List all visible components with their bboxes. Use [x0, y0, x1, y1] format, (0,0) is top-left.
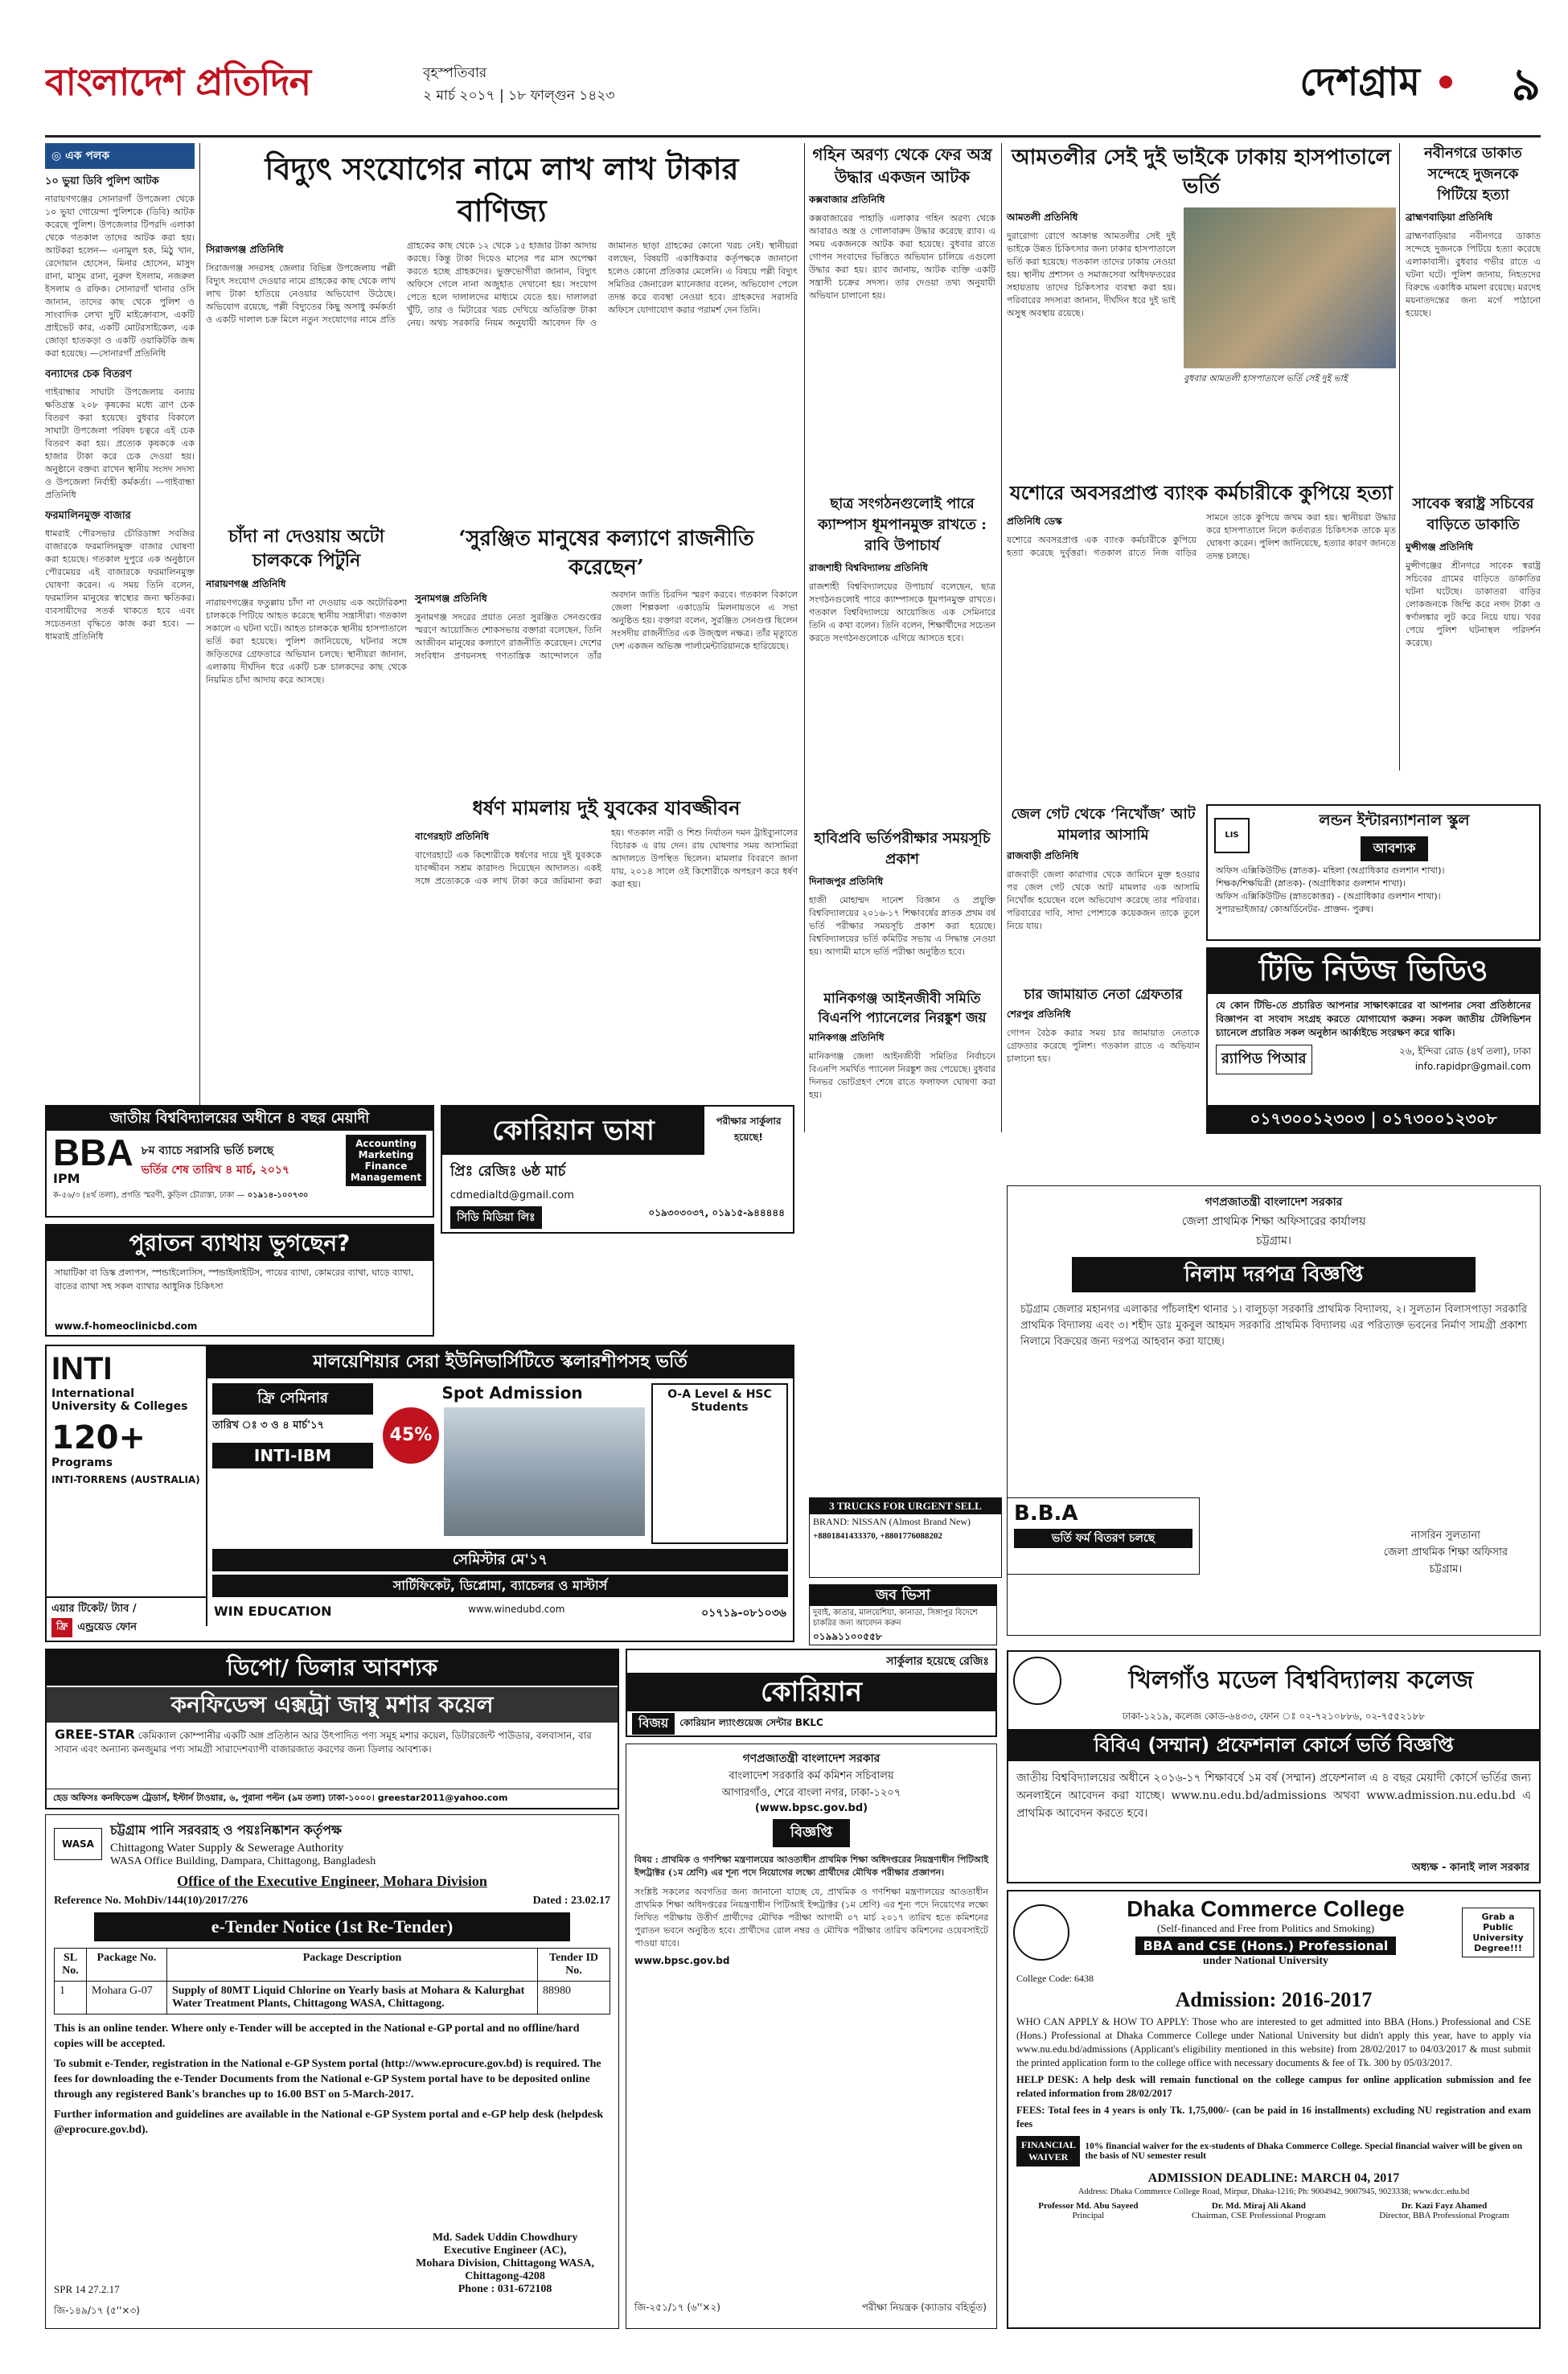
wasa-sign3: Mohara Division, Chittagong WASA,	[416, 2257, 594, 2269]
ad-bpsc-notice	[626, 1744, 997, 2329]
tv-body: যে কোন টিভি-তে প্রচারিত আপনার সাক্ষাৎকারের বা আপনার সেবা প্রতিষ্ঠানের বিজ্ঞাপন বা সংবাদ সংগ্রহ করতে যোগাযোগ করুন। সকল জাতীয় টেলিভিশন চ্যানেলে প্রচারিত সকল অনুষ্ঠান আর্কাইভে সংরক্ষণ করে থাকি।	[1216, 1000, 1531, 1038]
td-tender-id: 88980	[538, 1982, 610, 2015]
tv-phones: ০১৭৩০০১২৩০৩ | ০১৭৩০০১২৩০৮	[1208, 1105, 1539, 1132]
wasa-sign4: Chittagong-4208	[465, 2270, 545, 2282]
pain-body: সায়াটিকা বা ডিস্ক প্রলাপস, স্পন্ডাইলোসিস, স্পন্ডাইলাইটিস, পায়ের ব্যাথা, কোমরের ব্যাথা, ঘাড়ে ব্যাথা, বাতের ব্যাথা সহ সকল ব্যাথার আধুনিক চিকিৎসা	[55, 1267, 414, 1292]
story-body: মানিকগঞ্জ জেলা আইনজীবী সমিতির নির্বাচনে বিএনপি সমর্থিত প্যানেল নিরঙ্কুশ জয় পেয়েছে। বুধবার দিনভর ভোটগ্রহণ শেষে রাতে ফলাফল ঘোষণা করা হয়।	[809, 1051, 995, 1100]
story-byline: শেরপুর প্রতিনিধি	[1007, 1008, 1071, 1020]
wasa-bn: চট্টগ্রাম পানি সরবরাহ ও পয়ঃনিষ্কাশন কর্তৃপক্ষ	[110, 1822, 342, 1838]
spiral-icon: ◎	[51, 150, 66, 162]
story-byline: ব্রাহ্মণবাড়িয়া প্রতিনিধি	[1406, 212, 1493, 223]
dcc-waiver: 10% financial waiver for the ex-students of Dhaka Commerce College. Special financial waiver will be given on the basis of NU semester result	[1085, 2142, 1523, 2161]
bpsc-line3: আগারগাঁও, শেরে বাংলা নগর, ঢাকা-১২০৭	[721, 1787, 901, 1799]
briefs-label: ◎ এক পলক	[45, 143, 195, 169]
inti-programs: 120+	[51, 1419, 146, 1456]
story-byline: মানিকগঞ্জ প্রতিনিধি	[809, 1032, 885, 1043]
trucks-title: 3 TRUCKS FOR URGENT SELL	[810, 1498, 1001, 1514]
korean-phone: ০১৯৩০৩০৩৭, ০১৯১৫-৯৪৪৪৪৪	[648, 1207, 785, 1218]
story-byline: রাজবাড়ী প্রতিনিধি	[1007, 850, 1079, 861]
story-smoke-free-campus	[809, 494, 995, 824]
trucks-phones: +8801841433370, +8801776088202	[813, 1531, 943, 1541]
nilam-body: চট্টগ্রাম জেলার মহানগর এলাকার পাঁচলাইশ থানার ১। বালুচড়া সরকারি প্রাথমিক বিদ্যালয়, ২। সুলতান বিলাসপাড়া সরকারি প্রাথমিক বিদ্যালয় এবং ৩। শহীদ ডাঃ মুকবুল আহমদ সরকারি প্রাথমিক বিদ্যালয় এর পরিত্যক্ত ভবনের নির্মাণ সামগ্রী প্রকাশ্য নিলামে বিক্রয়ের জন্য দরপত্র আহবান করা যাচ্ছে।	[1020, 1304, 1527, 1348]
dcc-fees: FEES: Total fees in 4 years is only Tk. 1,75,000/- (can be paid in 16 installments) excluding NU registration and exam fees	[1016, 2105, 1531, 2130]
wasa-spr: SPR 14 27.2.17	[54, 2283, 120, 2295]
brief-item	[45, 174, 195, 360]
bba-org: IPM	[53, 1171, 80, 1186]
section-title: দেশগ্রাম	[1299, 60, 1420, 105]
bba-line2: ভর্তির শেষ তারিখ ৪ মার্চ, ২০১৭	[141, 1163, 290, 1177]
story-nabinagar	[1406, 143, 1541, 489]
story-headline: গহিন অরণ্য থেকে ফের অস্ত্র উদ্ধার একজন আটক	[812, 145, 992, 187]
pain-web: www.f-homeoclinicbd.com	[55, 1320, 198, 1332]
th-tender-id: Tender ID No.	[538, 1949, 610, 1982]
dcc-help: HELP DESK: A help desk will remain functional on the college campus for online application submission and fee related information from 28/02/2017	[1016, 2074, 1531, 2099]
wasa-logo-icon: WASA	[54, 1828, 102, 1860]
inti-seminar: ফ্রি সেমিনার	[212, 1383, 373, 1415]
brief-title: বন্যাদের চেক বিতরণ	[45, 368, 132, 380]
tv-headline: টিভি নিউজ ভিডিও	[1208, 949, 1539, 994]
story-body: মুন্সীগঞ্জের শ্রীনগরে সাবেক স্বরাষ্ট্র সচিবের গ্রামের বাড়িতে ডাকাতির ঘটনা ঘটেছে। ডাকাতরা বাড়ির লোকজনকে জিম্মি করে নগদ টাকা ও স্বর্ণালঙ্কার লুট করে নিয়ে যায়। খবর পেয়ে পুলিশ ঘটনাস্থল পরিদর্শন করেছে।	[1406, 561, 1541, 648]
dcc-waiver-label: FINANCIAL WAIVER	[1016, 2136, 1080, 2167]
visa-body: দুবাই, কাতার, মালয়েশিয়া, কানাডা, সিঙ্গাপুর বিদেশে চাকরির জন্য আবেদন করুন	[813, 1608, 978, 1628]
khilgaon-body: জাতীয় বিশ্ববিদ্যালয়ের অধীনে ২০১৬-১৭ শিক্ষাবর্ষে ১ম বর্ষ (সম্মান) প্রফেশনাল এ ৪ বছর মেয়াদী কোর্সে ভর্তির জন্য অনলাইনে আবেদন করা যাচ্ছে। www.nu.edu.bd/admissions অথবা www.admission.nu.edu.bd এ প্রাথমিক আবেদন করতে হবে।	[1016, 1772, 1531, 1820]
inti-brand: WIN EDUCATION	[214, 1604, 332, 1619]
dcc-deadline: ADMISSION DEADLINE: MARCH 04, 2017	[1147, 2171, 1400, 2185]
inti-programs-label: Programs	[51, 1456, 113, 1469]
story-body: রাজশাহী বিশ্ববিদ্যালয়ের উপাচার্য বলেছেন, ছাত্র সংগঠনগুলোই পারে ক্যাম্পাসকে ধূমপানমুক্ত রাখতে। গতকাল বিশ্ববিদ্যালয়ে আয়োজিত এক সেমিনারে তিনি এ কথা বলেন। তিনি বলেন, শিক্ষার্থীদের সচেতন করতে সংগঠনগুলোকে এগিয়ে আসতে হবে।	[809, 581, 995, 643]
masthead-rule	[45, 135, 1541, 138]
story-byline: নারায়ণগঞ্জ প্রতিনিধি	[206, 578, 286, 589]
inti-phone-label: এন্ড্রয়েড ফোন	[77, 1620, 137, 1633]
korean-brand: সিডি মিডিয়া লিঃ	[450, 1206, 542, 1229]
wasa-ref: Reference No. MohDiv/144(10)/2017/276	[54, 1895, 248, 1907]
brief-body: গাইবান্ধার সাঘাটা উপজেলায় বন্যায় ক্ষতিগ্রস্ত ২০৮ কৃষকের মধ্যে ত্রাণ চেক বিতরণ করা হয়েছে। বুধবার বিকালে সাঘাটা উপজেলা পরিষদ চত্বরে এই চেক বিতরণ করা হয়। প্রত্যেক কৃষককে এক হাজার টাকা করে চেক দেওয়া হয়। অনুষ্ঠানে বক্তব্য রাখেন স্থানীয় সংসদ সদস্য ও উপজেলা নির্বাহী কর্মকর্তা। —গাইবান্ধা প্রতিনিধি	[45, 387, 195, 500]
wasa-p2: To submit e-Tender, registration in the National e-GP System portal (http://www.eprocure.gov.bd) is required. The fees for downloading the e-Tender Documents from the National e-GP System portal have to be deposited online through any registered Bank's branches up to 16.00 BST on 5-March-2017.	[54, 2058, 601, 2101]
wasa-p1: This is an online tender. Where only e-Tender will be accepted in the National e-GP portal and no offline/hard copies will be accepted.	[54, 2023, 580, 2050]
dcc-name: Dhaka Commerce College	[1127, 1896, 1405, 1921]
bba-logo: BBA	[53, 1132, 133, 1173]
lead-headline: বিদ্যুৎ সংযোগের নামে লাখ লাখ টাকার বাণিজ্য	[265, 150, 739, 228]
wasa-dated: Dated : 23.02.17	[532, 1895, 610, 1907]
masthead-day: বৃহস্পতিবার	[423, 65, 487, 81]
story-body: নারায়ণগঞ্জের ফতুল্লায় চাঁদা না দেওয়ায় এক অটোরিকশা চালককে পিটিয়ে আহত করেছে স্থানীয় সন্ত্রাসীরা। গতকাল সকালে এ ঘটনা ঘটে। আহত চালককে স্থানীয় হাসপাতালে ভর্তি করা হয়েছে। পুলিশ জানিয়েছে, ঘটনার সঙ্গে জড়িতদের গ্রেফতারে অভিযান চলছে। স্থানীয়রা জানান, এলাকায় দীর্ঘদিন ধরে একটি চক্র চালকদের কাছ থেকে নিয়মিত চাঁদা আদায় করে আসছে।	[206, 598, 407, 685]
ad-job-visa	[809, 1584, 997, 1645]
dcc-crest-icon	[1013, 1904, 1069, 1961]
story-photo	[1184, 207, 1396, 368]
tender-table	[54, 1948, 610, 2015]
inti-headline: মালয়েশিয়ার সেরা ইউনিভার্সিটিতে স্কলারশীপসহ ভর্তি	[207, 1346, 793, 1378]
wasa-title: e-Tender Notice (1st Re-Tender)	[94, 1912, 570, 1941]
story-headline: সাবেক স্বরাষ্ট্র সচিবের বাড়িতে ডাকাতি	[1412, 495, 1534, 533]
ad-code: জি-২৫১/১৭ (৬''×২)	[634, 2302, 720, 2313]
inti-web: www.winedubd.com	[468, 1604, 565, 1615]
story-headline: হাবিপ্রবি ভর্তিপরীক্ষার সময়সূচি প্রকাশ	[814, 830, 991, 868]
nilam-title: নিলাম দরপত্র বিজ্ঞপ্তি	[1072, 1257, 1476, 1292]
bba-phone: ০১৯১৪-১০০৭৩০	[247, 1191, 309, 1200]
khilgaon-banner: বিবিএ (সম্মান) প্রফেশনাল কোর্সে ভর্তি বিজ্ঞপ্তি	[1008, 1729, 1539, 1761]
korean-email: cdmedialtd@gmail.com	[450, 1189, 574, 1201]
masthead	[45, 45, 1541, 133]
inti-scholarship-badge: 45%	[383, 1407, 439, 1464]
govt-line2: জেলা প্রাথমিক শিক্ষা অফিসারের কার্যালয়	[1181, 1215, 1366, 1228]
story-byline: সুনামগঞ্জ প্রতিনিধি	[415, 593, 487, 604]
column-divider	[804, 143, 805, 1132]
story-headline: জেল গেট থেকে ‘নিখোঁজ’ আট মামলার আসামি	[1011, 806, 1196, 844]
th-sl: SL No.	[55, 1949, 87, 1982]
dealer-body: কেমিক্যাল কোম্পানীর একটি অঙ্গ প্রতিষ্ঠান আর উৎপাদিত পণ্য সমূহ মশার কয়েল, ডিটারজেন্ট পাউডার, বলবাসান, বার সাবান এবং অন্যান্য কনজুমার পণ্য সামগ্রী সারাদেশব্যাপী বাজারজাত করণের জন্য ডিলার আবশ্যক।	[55, 1730, 592, 1755]
brief-body: নারায়ণগঞ্জের সোনারগাঁ উপজেলা থেকে ১০ ভুয়া গোয়েন্দা পুলিশকে (ডিবি) আটক করেছে পুলিশ। উপজেলার টিপরদি এলাকা থেকে গতকাল তাদের আটক করা হয়। আটকরা হলেন— এনামুল হক, মিঠু খান, রেদোয়ান হোসেন, মিনার হোসেন, মাসুদ রানা, মাসুম রানা, নুরুল ইসলাম, নজরুল ইসলাম ও রফিক। সোনারগাঁ থানার ওসি জানান, তাদের কাছ থেকে পুলিশ ও সাংবাদিক লেখা দুটি মাইক্রোবাস, একটি প্রাইভেট কার, একটি মোটরসাইকেল, এক জোড়া হাতকড়া ও একটি ওয়াকিটকি জব্দ করা হয়েছে। —সোনারগাঁ প্রতিনিধি	[45, 194, 195, 359]
th-package: Package No.	[87, 1949, 167, 1982]
story-byline: আমতলী প্রতিনিধি	[1007, 212, 1078, 223]
khilgaon-footer: অধ্যক্ষ - কানাই লাল সরকার	[1411, 1862, 1529, 1874]
tv-address: ২৬, ইন্দিরা রোড (৪র্থ তলা), ঢাকা	[1399, 1045, 1531, 1057]
wasa-sign1: Md. Sadek Uddin Chowdhury	[432, 2232, 578, 2244]
ad-london-school	[1206, 804, 1541, 941]
story-body: রাজবাড়ী জেলা কারাগার থেকে জামিনে মুক্ত হওয়ার পর জেল গেট থেকে আট মামলার এক আসামি নিখোঁজ হয়েছেন বলে অভিযোগ করেছে তার পরিবার। পরিবারের দাবি, সাদা পোশাকে কয়েকজন তাকে তুলে নিয়ে যায়।	[1007, 869, 1200, 931]
story-byline: রাজশাহী বিশ্ববিদ্যালয় প্রতিনিধি	[809, 562, 928, 573]
job-item: সুপারভাইজার/ কোঅর্ডিনেটর- প্রাক্তন- পুরুষ।	[1216, 904, 1374, 914]
brief-item	[45, 367, 195, 502]
td-description: Supply of 80MT Liquid Chlorine on Yearly basis at Mohara & Kalurghat Water Treatment Plants, Chittagong WASA, Chittagong.	[167, 1982, 538, 2015]
ad-bba-small	[1007, 1497, 1200, 1575]
sign-name: নাসরিন সুলতানা	[1410, 1530, 1480, 1542]
dealer-brand: কনফিডেন্স এক্সট্রা জাম্বু মশার কয়েল	[47, 1687, 618, 1723]
inti-olevel: O-A Level & HSC Students	[667, 1388, 772, 1414]
korean2-brand: বিজয়	[632, 1713, 675, 1735]
column-divider	[1001, 143, 1002, 1132]
lead-story	[206, 143, 798, 521]
job-item: অফিস এক্সিকিউটিভ (স্নাতকোত্তর) - (অগ্রাধিকার গুলশান শাখা)।	[1216, 891, 1441, 902]
bba-banner: জাতীয় বিশ্ববিদ্যালয়ের অধীনে ৪ বছর মেয়াদী	[47, 1107, 433, 1131]
dcc-p1t: Principal	[1072, 2211, 1105, 2220]
bba-address: ক-৫৬/৩ (৪র্থ তলা), প্রগতি স্মরণী, কুড়িল চৌরাস্তা, ঢাকা	[53, 1191, 235, 1200]
korean2-tag: সার্কুলার হয়েছে রেজিঃ	[886, 1655, 989, 1668]
story-byline: দিনাজপুর প্রতিনিধি	[809, 876, 884, 887]
story-headline: যশোরে অবসরপ্রাপ্ত ব্যাংক কর্মচারীকে কুপিয়ে হত্যা	[1009, 481, 1394, 504]
dcc-p2t: Chairman, CSE Professional Program	[1191, 2211, 1326, 2220]
college-crest-icon	[1013, 1657, 1061, 1705]
school-name: লন্ডন ইন্টারন্যাশনাল স্কুল	[1319, 811, 1470, 829]
dealer-headline: ডিপো/ ডিলার আবশ্যক	[47, 1650, 618, 1686]
bba2-sub: ভর্তি ফর্ম বিতরণ চলছে	[1014, 1529, 1192, 1548]
khilgaon-address: ঢাকা-১২১৯, কলেজ কোড-৬৪৩৩, ফোন ঃ ০২-৭২১০৮৮৬, ০২-৭৫৫২১৮৮	[1122, 1711, 1426, 1722]
inti-semester: সেমিস্টার মে'১৭	[212, 1549, 788, 1571]
dcc-title: Admission: 2016-2017	[1175, 1988, 1373, 2011]
story-body: হাজী মোহাম্মদ দানেশ বিজ্ঞান ও প্রযুক্তি বিশ্ববিদ্যালয়ের ২০১৬-১৭ শিক্ষাবর্ষের স্নাতক প্রথম বর্ষ ভর্তি পরীক্ষার সময়সূচি প্রকাশ করা হয়েছে। বিশ্ববিদ্যালয়ের ভর্তি কমিটির সভায় এ সিদ্ধান্ত নেওয়া হয়। আগামী মাসে ভর্তি পরীক্ষা অনুষ্ঠিত হবে।	[809, 895, 995, 957]
inti-partner: INTI-TORRENS (AUSTRALIA)	[51, 1474, 200, 1485]
story-body: গোপন বৈঠক করার সময় চার জামায়াত নেতাকে গ্রেফতার করেছে পুলিশ। গতকাল রাতে এ অভিযান চালানো হয়।	[1007, 1028, 1200, 1064]
wasa-sign5: Phone : 031-672108	[458, 2283, 552, 2295]
dcc-code: College Code: 6438	[1016, 1973, 1094, 1984]
story-arms-recovered	[809, 143, 995, 489]
tv-brand: র‌্যাপিড পিআর	[1216, 1045, 1312, 1074]
inti-free: ফ্রি	[51, 1618, 72, 1637]
story-amtoli-brothers	[1007, 143, 1396, 473]
wasa-en: Chittagong Water Supply & Sewerage Authority	[110, 1842, 344, 1854]
story-headline: ছাত্র সংগঠনগুলোই পারে ক্যাম্পাস ধূমপানমুক্ত রাখতে : রাবি উপাচার্য	[818, 495, 987, 554]
ad-trucks	[809, 1497, 1002, 1578]
story-body: যশোরে অবসরপ্রাপ্ত এক ব্যাংক কর্মচারীকে কুপিয়ে হত্যা করেছে দুর্বৃত্তরা। গতকাল রাতে নিজ বাড়ির সামনে তাকে কুপিয়ে জখম করা হয়। স্থানীয়রা উদ্ধার করে হাসপাতালে নিলে কর্তব্যরত চিকিৎসক তাকে মৃত ঘোষণা করেন। পুলিশ জানিয়েছে, হত্যার কারণ জানতে তদন্ত চলছে।	[1007, 512, 1396, 561]
column-divider	[199, 143, 200, 1132]
inti-courses: সার্টিফিকেট, ডিপ্লোমা, ব্যাচেলর ও মাস্টার্স	[212, 1575, 788, 1597]
story-byline: বাগেরহাট প্রতিনিধি	[415, 831, 490, 842]
story-headline: চার জামায়াত নেতা গ্রেফতার	[1024, 987, 1183, 1003]
section-dot	[1439, 76, 1452, 88]
dcc-under: under National University	[1202, 1955, 1329, 1967]
td-package: Mohara G-07	[87, 1982, 167, 2015]
inti-school: International University & Colleges	[51, 1387, 188, 1413]
dealer-address: হেড অফিসঃ কনফিডেন্স ট্রেডার্স, ইস্টার্ন টাওয়ার, ৬, পুরানা পল্টন (৯ম তলা) ঢাকা-১০০০।	[53, 1793, 375, 1803]
inti-ticket: এয়ার টিকেট/ ট্যাব /	[51, 1603, 137, 1615]
ad-korean-language	[441, 1105, 794, 1234]
story-headline: নবীনগরে ডাকাত সন্দেহে দুজনকে পিটিয়ে হত্যা	[1424, 145, 1522, 203]
story-suranjit	[415, 524, 798, 790]
bpsc-body: সংশ্লিষ্ট সকলের অবগতির জন্য জানানো যাচ্ছে যে, প্রাথমিক ও গণশিক্ষা মন্ত্রণালয়ের আওতাধীন প্রাথমিক শিক্ষা অধিদপ্তরের নিয়ন্ত্রণাধীন পিটিআই ইন্সট্রাক্টর (১ম শ্রেণি) এর শূন্য পদে নিয়োগের লক্ষ্যে লিখিত পরীক্ষায় উত্তীর্ণ প্রার্থীদের মৌখিক পরীক্ষা আগামী ০৭ মার্চ ২০১৭ তারিখ হতে কমিশনের পুরাতন ভবনে অনুষ্ঠিত হবে। প্রার্থীদের রোল নম্বর ও মৌখিক পরীক্ষার তারিখ কমিশনের ওয়েবসাইটে পাওয়া যাবে।	[634, 1887, 988, 1949]
korean2-line: কোরিয়ান ল্যাংগুয়েজ সেন্টার BKLC	[679, 1716, 823, 1728]
story-body: কক্সবাজারের পাহাড়ি এলাকার গহিন অরণ্য থেকে আবারও অস্ত্র ও গোলাবারুদ উদ্ধার করেছে র‌্যাব। এ সময় একজনকে আটক করা হয়েছে। বুধবার রাতে গোপন সংবাদের ভিত্তিতে অভিযান চালিয়ে এগুলো উদ্ধার করা হয়। র‌্যাব জানায়, আটক ব্যক্তি একটি সন্ত্রাসী চক্রের সদস্য। তার দেওয়া তথ্য অনুযায়ী অভিযান চালানো হয়।	[809, 213, 995, 301]
dcc-address: Address: Dhaka Commerce College Road, Mirpur, Dhaka-1216; Ph: 9004942, 9007945, 9023338; www.dcc.edu.bd	[1077, 2187, 1470, 2196]
story-byline: কক্সবাজার প্রতিনিধি	[809, 194, 885, 205]
brief-body: ধামরাই পৌরসভার চৌরিডাঙ্গা সবজির বাজারকে ফরমালিনমুক্ত বাজার ঘোষণা করা হয়েছে। গতকাল দুপুরে এক অনুষ্ঠানে পৌরমেয়র এই বাজারকে ফরমালিনমুক্ত ঘোষণা করেন। এ সময় তিনি বলেন, ফরমালিন মানুষের স্বাস্থ্যের জন্য ক্ষতিকর। ব্যবসায়ীদের সতর্ক থাকতে হবে এবং সচেতনতা বৃদ্ধিতে কাজ করা হবে। —ধামরাই প্রতিনিধি	[45, 528, 195, 642]
story-auto-driver	[206, 524, 407, 1039]
visa-phone: ০১৯৯১১০০৫৫৮	[813, 1631, 882, 1642]
dcc-tag: (Self-financed and Free from Politics and Smoking)	[1156, 1922, 1375, 1934]
bpsc-sign: পরীক্ষা নিয়ন্ত্রক (ক্যাডার বহির্ভূত)	[861, 2302, 987, 2313]
campus-photo	[444, 1407, 645, 1536]
inti-ibm: INTI-IBM	[212, 1443, 373, 1468]
td-sl: 1	[55, 1982, 87, 2015]
bpsc-subject: বিষয় : প্রাথমিক ও গণশিক্ষা মন্ত্রণালয়ের আওতাধীন প্রাথমিক শিক্ষা অধিদপ্তরের নিয়ন্ত্রণাধীন পিটিআই ইন্সট্রাক্টর (১ম শ্রেণি) এর শূন্য পদে নিয়োগের লক্ষ্যে প্রার্থীদের মৌখিক পরীক্ষার প্রজ্ঞাপন।	[634, 1854, 988, 1878]
dcc-p3t: Director, BBA Professional Program	[1379, 2211, 1509, 2220]
lead-byline: সিরাজগঞ্জ প্রতিনিধি	[206, 244, 284, 255]
govt-line1: গণপ্রজাতন্ত্রী বাংলাদেশ সরকার	[1205, 1196, 1343, 1209]
story-jail-gate	[1007, 804, 1200, 981]
visa-title: জব ভিসা	[810, 1585, 996, 1606]
school-logo-icon: LIS	[1214, 818, 1250, 853]
bpsc-line2: বাংলাদেশ সরকারি কর্ম কমিশন সচিবালয়	[729, 1770, 894, 1782]
photo-caption: বুধবার আমতলী হাসপাতালে ভর্তি সেই দুই ভাই	[1184, 373, 1348, 384]
dcc-grab: Grab a Public University Degree!!!	[1462, 1908, 1534, 1957]
story-headline: আমতলীর সেই দুই ভাইকে ঢাকায় হাসপাতালে ভর্তি	[1012, 146, 1391, 199]
dcc-p1: Professor Md. Abu Sayeed	[1038, 2201, 1139, 2211]
brief-item	[45, 508, 195, 643]
ad-pain-clinic	[45, 1224, 434, 1337]
bba-line1: ৮ম ব্যাচে সরাসরি ভর্তি চলছে	[141, 1144, 274, 1157]
dcc-body: WHO CAN APPLY & HOW TO APPLY: Those who are interested to get admitted into BBA (Hons.) Professional and CSE (Hons.) Professional at Dhaka Commerce College under National University but didn't apply this year, have to apply via www.nu.edu.bd/admissions (Applicant's eligibility mentioned in this website) from 28/02/2017 to 04/03/2017 & must submit the printed application form to the college office with necessary documents & fee of Tk. 300 by 05/03/2017.	[1016, 2016, 1531, 2068]
inti-phone: ০১৭১৯-০৮১০৩৬	[701, 1607, 786, 1620]
page-number: ৯	[1511, 58, 1541, 111]
brief-title: ১০ ভুয়া ডিবি পুলিশ আটক	[45, 175, 159, 187]
bba-subjects: Accounting Marketing Finance Management	[346, 1135, 426, 1186]
brief-title: ফরমালিনমুক্ত বাজার	[45, 510, 131, 522]
ad-bba-ipm: জাতীয় বিশ্ববিদ্যালয়ের অধীনে ৪ বছর মেয়াদী BBA IPM ৮ম ব্যাচে সরাসরি ভর্তি চলছে ভর্তির শেষ তারিখ ৪ মার্চ, ২০১৭ Accounting Marketing Finance Management ক-৫৬/৩ (৪র্থ তলা), প্রগতি স্মরণী, কুড়িল চৌরাস্তা, ঢাকা — ০১৯১৪-১০০৭৩০	[45, 1105, 434, 1218]
story-byline: মুন্সীগঞ্জ প্রতিনিধি	[1406, 541, 1473, 552]
story-body: দুরারোগ্য রোগে আক্রান্ত আমতলীর সেই দুই ভাইকে উন্নত চিকিৎসার জন্য ঢাকার হাসপাতালে ভর্তি করা হয়েছে। গতকাল তাদের ঢাকায় নেওয়া হয়। স্থানীয় প্রশাসন ও সমাজসেবা অধিদফতরের সহায়তায় তাদের চিকিৎসার ব্যবস্থা করা হয়। পরিবারের সদস্যরা জানান, দীর্ঘদিন ধরে দুই ভাই অসুস্থ অবস্থায় রয়েছে।	[1007, 231, 1176, 318]
ad-dhaka-commerce-college	[1007, 1890, 1541, 2329]
korean2-headline: কোরিয়ান	[627, 1673, 995, 1711]
story-jamaat-arrest	[1007, 985, 1200, 1130]
bpsc-web2: www.bpsc.gov.bd	[634, 1955, 730, 1966]
school-title: আবশ্যক	[1361, 836, 1429, 861]
wasa-p3: Further information and guidelines are available in the National e-GP System portal and e-GP help desk (helpdesk @eprocure.gov.bd).	[54, 2109, 604, 2136]
ad-code: জি-১৪৯/১৭ (৫''×৩)	[54, 2305, 140, 2316]
story-body: সুনামগঞ্জ সদরের প্রয়াত নেতা সুরঞ্জিত সেনগুপ্তের স্মরণে আয়োজিত শোকসভায় বক্তারা বলেছেন, তিনি আজীবন মানুষের কল্যাণে রাজনীতি করেছেন। দেশের সংবিধান প্রণয়নসহ গণতান্ত্রিক আন্দোলনে তাঁর অবদান জাতি চিরদিন স্মরণ করবে। গতকাল বিকালে জেলা শিল্পকলা একাডেমি মিলনায়তনে এ সভা অনুষ্ঠিত হয়। বক্তারা বলেন, সুরঞ্জিত সেনগুপ্ত ছিলেন সংসদীয় রাজনীতির এক উজ্জ্বল নক্ষত্র। তাঁর মৃত্যুতে দেশ একজন অভিজ্ঞ পার্লামেন্টারিয়ানকে হারিয়েছে।	[415, 589, 798, 661]
inti-logo: INTI	[51, 1351, 113, 1386]
masthead-date: ২ মার্চ ২০১৭ | ১৮ ফাল্গুন ১৪২৩	[423, 88, 615, 104]
ad-khilgaon-college	[1007, 1650, 1541, 1883]
job-item: অফিস এক্সিকিউটিভ (স্নাতক)- মহিলা (অগ্রাধিকার গুলশান শাখা)।	[1216, 865, 1445, 876]
khilgaon-headline: খিলগাঁও মডেল বিশ্ববিদ্যালয় কলেজ	[1128, 1665, 1474, 1694]
wasa-office: Office of the Executive Engineer, Mohara Division	[177, 1873, 487, 1889]
job-item: শিক্ষক/শিক্ষয়িত্রী (স্নাতক)- (অগ্রাধিকার গুলশান শাখা)।	[1216, 878, 1406, 889]
story-bar-election	[809, 989, 995, 1134]
th-description: Package Description	[167, 1949, 538, 1982]
table-row	[55, 1982, 610, 2015]
story-headline: ‘সুরঞ্জিত মানুষের কল্যাণে রাজনীতি করেছেন’	[458, 527, 754, 580]
dcc-p2: Dr. Md. Miraj Ali Akand	[1211, 2201, 1306, 2211]
korean-tag: পরীক্ষার সার্কুলার হয়েছে!	[716, 1115, 782, 1143]
story-banker-murder	[1007, 479, 1396, 801]
ad-dealer	[45, 1649, 619, 1809]
story-headline: মানিকগঞ্জ আইনজীবী সমিতি বিএনপি প্যানেলের নিরঙ্কুশ জয়	[818, 991, 987, 1026]
story-body: ব্রাহ্মণবাড়িয়ার নবীনগরে ডাকাত সন্দেহে দুজনকে পিটিয়ে হত্যা করেছে এলাকাবাসী। বুধবার গভীর রাতে এ ঘটনা ঘটে। পুলিশ জানায়, নিহতদের বিরুদ্ধে একাধিক মামলা রয়েছে। মরদেহ ময়নাতদন্তের জন্য মর্গে পাঠানো হয়েছে।	[1406, 231, 1541, 318]
bba2-title: B.B.A	[1014, 1501, 1078, 1526]
dcc-program: BBA and CSE (Hons.) Professional	[1135, 1937, 1397, 1955]
dcc-p3: Dr. Kazi Fayz Ahamed	[1401, 2201, 1488, 2211]
story-rape-verdict	[415, 795, 798, 1036]
korean-line1: প্রিঃ রেজিঃ ৬ষ্ঠ মার্চ	[450, 1163, 566, 1180]
wasa-building: WASA Office Building, Dampara, Chittagong, Bangladesh	[110, 1855, 376, 1867]
column-divider	[1399, 143, 1400, 770]
story-ex-secretary	[1406, 494, 1541, 767]
story-byline: প্রতিনিধি ডেস্ক	[1007, 515, 1062, 527]
korean-headline: কোরিয়ান ভাষা	[442, 1107, 704, 1155]
trucks-model: BRAND: NISSAN (Almost Brand New)	[813, 1516, 971, 1527]
story-headline: ধর্ষণ মামলায় দুই যুবকের যাবজ্জীবন	[472, 796, 741, 819]
inti-seminar-dates: তারিখ ঃ ৩ ও ৪ মার্চ'১৭	[212, 1419, 325, 1431]
sign-place: চট্টগ্রাম।	[1429, 1563, 1463, 1575]
ad-tv-news	[1206, 947, 1541, 1134]
dealer-email: greestar2011@yahoo.com	[377, 1793, 508, 1803]
masthead-logo: বাংলাদেশ প্রতিদিন	[45, 60, 311, 104]
bpsc-title: বিজ্ঞপ্তি	[773, 1819, 850, 1847]
ad-inti	[45, 1345, 794, 1642]
ad-wasa-tender	[45, 1814, 619, 2329]
lead-body: সিরাজগঞ্জ সদরসহ জেলার বিভিন্ন উপজেলায় পল্লী বিদ্যুৎ সংযোগ দেওয়ার নামে গ্রাহকের কাছ থেকে লাখ লাখ টাকা হাতিয়ে নেওয়ার অভিযোগ উঠেছে। অভিযোগ রয়েছে, পল্লী বিদ্যুতের কিছু অসাধু কর্মকর্তা ও একটি দালাল চক্র মিলে নতুন সংযোগের নামে প্রতি গ্রাহকের কাছ থেকে ১২ থেকে ১৫ হাজার টাকা আদায় করছে। কিন্তু টাকা দিয়েও মাসের পর মাস অপেক্ষা করতে হচ্ছে গ্রাহকদের। ভুক্তভোগীরা জানান, বিদ্যুৎ অফিসে গেলে নানা অজুহাত দেখানো হয়। সংযোগ পেতে হলে দালালদের মাধ্যমে যেতে হয়। দালালরা খুঁটি, তার ও মিটারের খরচ দেখিয়ে অতিরিক্ত টাকা নেয়। অথচ সরকারি নিয়ম অনুযায়ী আবেদন ফি ও জামানত ছাড়া গ্রাহকের কোনো খরচ নেই। স্থানীয়রা বলছেন, বিষয়টি একাধিকবার কর্তৃপক্ষকে জানানো হলেও কোনো প্রতিকার মেলেনি। এ বিষয়ে পল্লী বিদ্যুৎ সমিতির জেনারেল ম্যানেজার বলেন, অভিযোগ পেলে তদন্ত করে ব্যবস্থা নেওয়া হবে। গ্রাহকদের সরাসরি অফিসে যোগাযোগ করার পরামর্শ দেন তিনি।	[206, 240, 798, 328]
story-body: বাগেরহাটে এক কিশোরীকে ধর্ষণের দায়ে দুই যুবককে যাবজ্জীবন সশ্রম কারাদণ্ড দিয়েছেন আদালত। একই সঙ্গে প্রত্যেককে এক লাখ টাকা করে জরিমানা করা হয়। গতকাল নারী ও শিশু নির্যাতন দমন ট্রাইব্যুনালের বিচারক এ রায় দেন। রায় ঘোষণার সময় আসামিরা আদালতে উপস্থিত ছিলেন। মামলার বিবরণে জানা যায়, ২০১৪ সালে ওই কিশোরীকে অপহরণ করে ধর্ষণ করা হয়।	[415, 828, 798, 889]
inti-spot: Spot Admission	[441, 1383, 583, 1403]
story-headline: চাঁদা না দেওয়ায় অটো চালককে পিটুনি	[228, 526, 384, 571]
dealer-company: GREE-STAR	[55, 1727, 135, 1742]
bpsc-line1: গণপ্রজাতন্ত্রী বাংলাদেশ সরকার	[742, 1752, 880, 1765]
bpsc-web: (www.bpsc.gov.bd)	[754, 1802, 868, 1814]
govt-line3: চট্টগ্রাম।	[1256, 1234, 1291, 1247]
briefs-column	[45, 143, 195, 1100]
wasa-sign2: Executive Engineer (AC),	[443, 2245, 567, 2257]
pain-headline: পুরাতন ব্যাথায় ভুগছেন?	[47, 1226, 433, 1261]
tv-email: info.rapidpr@gmail.com	[1414, 1061, 1531, 1072]
ad-korean-bklc	[626, 1649, 997, 1737]
sign-title: জেলা প্রাথমিক শিক্ষা অফিসার	[1383, 1546, 1508, 1559]
